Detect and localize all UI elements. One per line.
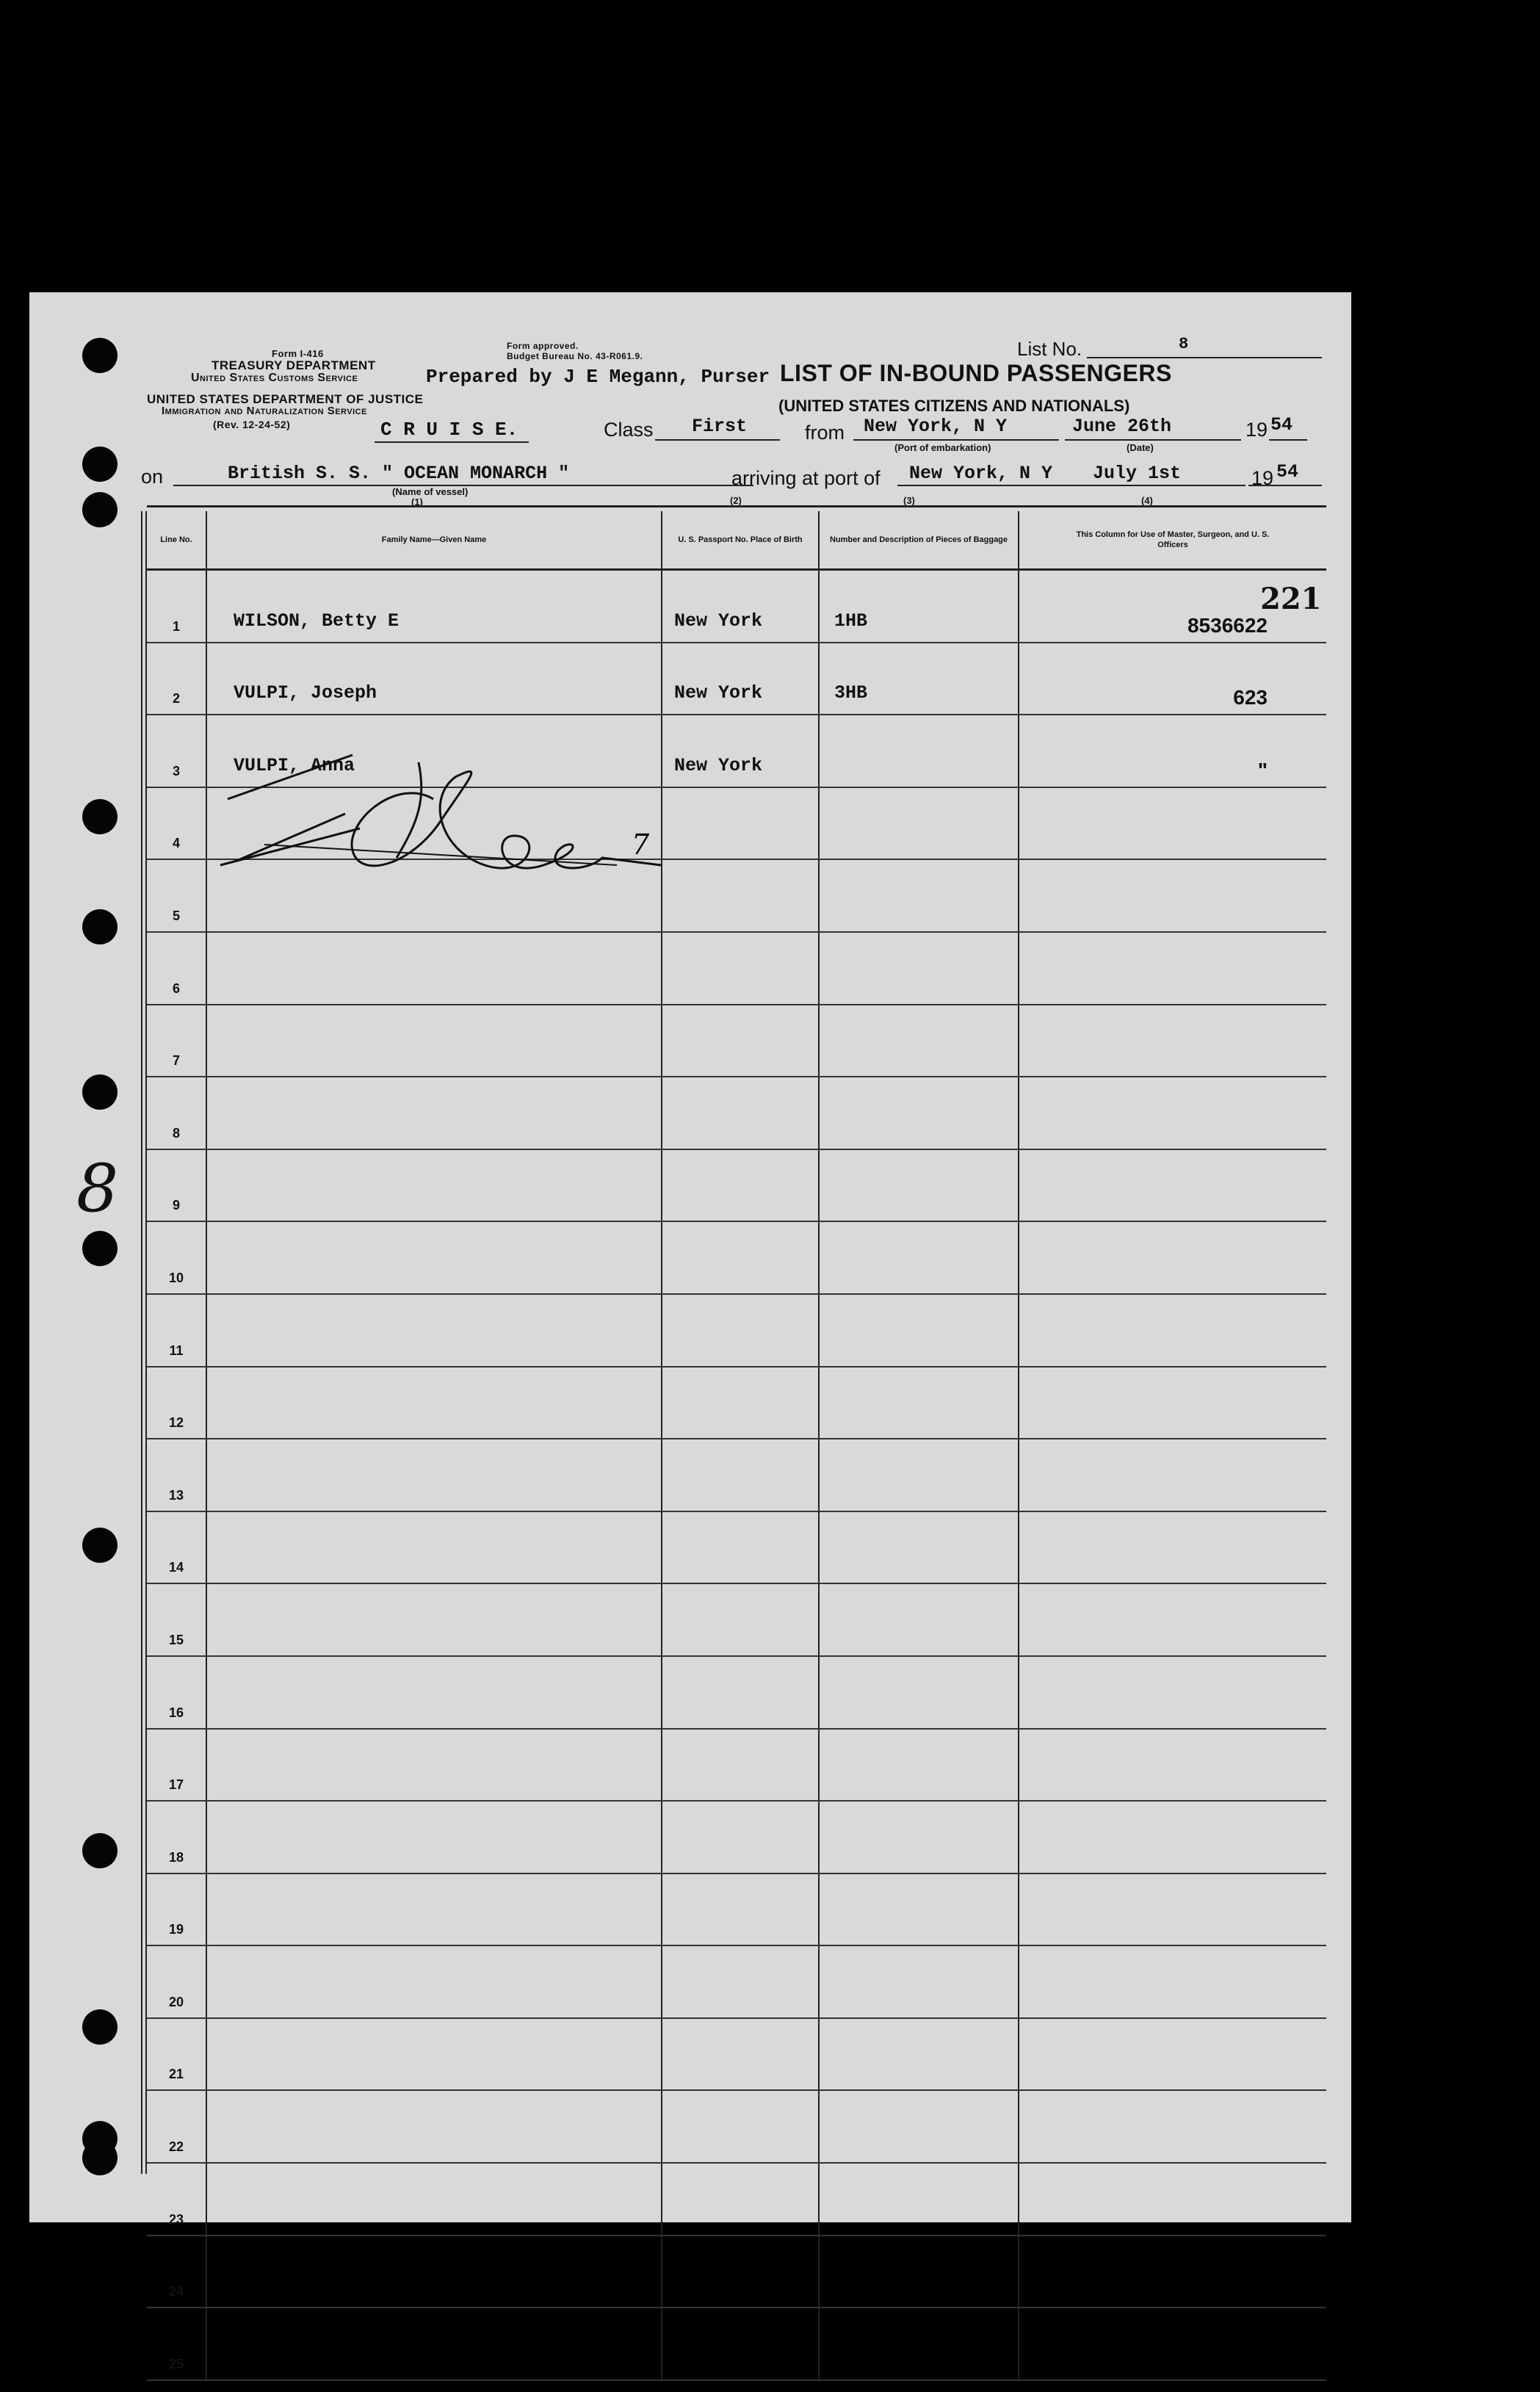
table-row [147,1294,1326,1367]
birthplace: New York [674,610,763,632]
year-line-2 [1248,485,1322,486]
punch-hole [82,2121,118,2156]
form-approved: Form approved. [507,341,579,351]
baggage-cell [819,1729,1019,1802]
table-row [147,2163,1326,2236]
passenger-name-cell [206,1583,662,1656]
year-prefix-1: 19 [1246,419,1268,441]
class-value: First [692,416,748,437]
birthplace-cell [662,1801,819,1874]
baggage-cell [819,715,1019,787]
table-row [147,1511,1326,1584]
class-line [655,439,780,441]
officer-cell [1019,643,1326,715]
passenger-name-cell [206,1221,662,1294]
on-label: on [141,466,164,488]
line-number: 20 [147,1945,206,2018]
baggage: 1HB [834,610,868,632]
line-number: 1 [147,570,206,643]
passenger-list-form [29,292,1351,2371]
passenger-name: VULPI, Joseph [234,682,377,704]
officer-cell [1019,1656,1326,1729]
form-number: Form I-416 [272,348,324,359]
passenger-name-cell [206,1656,662,1729]
punch-hole [82,909,118,944]
arriving-label: arriving at port of [731,467,881,489]
col-num-3: (3) [903,495,915,506]
line-number: 11 [147,1294,206,1367]
table-row [147,1221,1326,1294]
birthplace-cell [662,1511,819,1584]
immigration-service: Immigration and Naturalization Service [162,405,367,417]
officer-cell [1019,787,1326,860]
officer-cell [1019,1511,1326,1584]
year-line-1 [1269,439,1307,441]
officer-cell [1019,859,1326,932]
table-row [147,1005,1326,1077]
table-row [147,1656,1326,1729]
baggage-cell [819,2236,1019,2308]
passenger-name-cell [206,1801,662,1874]
date-label: (Date) [1127,442,1154,453]
birthplace-cell [662,1005,819,1077]
line-number: 15 [147,1583,206,1656]
officer-cell [1019,1729,1326,1802]
officer-cell [1019,2308,1326,2380]
line-number: 6 [147,932,206,1005]
baggage-cell [819,1583,1019,1656]
from-label: from [805,422,845,444]
year-value-2: 54 [1276,461,1299,483]
birthplace-cell [662,1439,819,1511]
passenger-name-cell [206,2308,662,2380]
signature-time: 7 [632,828,650,861]
birthplace-cell [662,932,819,1005]
line-number: 14 [147,1511,206,1584]
passenger-name: WILSON, Betty E [234,610,400,632]
table-row [147,1945,1326,2018]
passenger-name-cell [206,932,662,1005]
line-number: 19 [147,1874,206,1946]
officer-cell [1019,1149,1326,1222]
vessel-col-num: (1) [411,496,423,507]
passenger-name-cell [206,1439,662,1511]
port-embark-label: (Port of embarkation) [894,442,991,453]
passenger-name-cell [206,1149,662,1222]
birthplace-cell [662,1874,819,1946]
table-row [147,1583,1326,1656]
table-row [147,1149,1326,1222]
form-revision: (Rev. 12-24-52) [213,419,291,430]
treasury-department: TREASURY DEPARTMENT [212,358,376,372]
baggage-cell [819,2308,1019,2380]
line-number: 5 [147,859,206,932]
baggage-cell [819,1221,1019,1294]
passenger-name-cell [206,2018,662,2091]
list-no-label: List No. [1017,338,1082,360]
punch-hole [82,1833,118,1868]
name-header: Family Name—Given Name [206,511,662,570]
arrival-line [897,485,1246,486]
baggage-header: Number and Description of Pieces of Baggage [819,511,1019,570]
line-number: 3 [147,715,206,787]
line-number: 24 [147,2236,206,2308]
baggage-cell [819,2018,1019,2091]
passenger-name-cell [206,2090,662,2163]
passport-header: U. S. Passport No. Place of Birth [662,511,819,570]
passenger-name-cell [206,2163,662,2236]
table-header-row [147,511,1326,570]
line-number: 25 [147,2308,206,2380]
punch-hole [82,338,118,373]
header-rule [147,505,1326,507]
punch-hole [82,492,118,527]
birthplace-cell [662,2236,819,2308]
list-no-line [1087,357,1322,358]
officer-cell [1019,1583,1326,1656]
prepared-by: Prepared by J E Megann, Purser [426,366,770,388]
baggage-cell [819,1656,1019,1729]
baggage-cell [819,1511,1019,1584]
officer-note: 8536622 [1187,613,1268,637]
officer-cell [1019,1874,1326,1946]
officer-cell [1019,1439,1326,1511]
passenger-name-cell [206,1729,662,1802]
birthplace-cell [662,1656,819,1729]
dept-justice: UNITED STATES DEPARTMENT OF JUSTICE [147,392,424,406]
table-row [147,1367,1326,1439]
baggage-cell [819,1149,1019,1222]
passenger-name-cell [206,2236,662,2308]
baggage-cell [819,1294,1019,1367]
birthplace-cell [662,1077,819,1149]
arrival-date: July 1st [1093,463,1182,484]
officers-header: This Column for Use of Master, Surgeon, and U. S. Officers [1019,511,1326,570]
table-row [147,2236,1326,2308]
table-row [147,1801,1326,1874]
line-number: 12 [147,1367,206,1439]
officer-cell [1019,1801,1326,1874]
table-row [147,570,1326,643]
vessel-label: (Name of vessel) [392,486,469,497]
handwritten-total: 221 [1260,582,1322,616]
passenger-name-cell [206,1005,662,1077]
officer-cell [1019,1005,1326,1077]
col-num-4: (4) [1141,495,1153,506]
date-line [1065,439,1241,441]
passenger-name-cell [206,1367,662,1439]
year-value-1: 54 [1270,414,1293,436]
citizens-subtitle: (UNITED STATES CITIZENS AND NATIONALS) [778,397,1130,415]
table-row [147,1874,1326,1946]
birthplace-cell [662,1367,819,1439]
line-number: 17 [147,1729,206,1802]
table-row [147,1439,1326,1511]
punch-hole [82,799,118,834]
baggage-cell [819,2090,1019,2163]
class-label: Class [604,419,654,441]
from-value: New York, N Y [864,416,1008,437]
arrival-port: New York, N Y [909,463,1053,484]
baggage-cell [819,1874,1019,1946]
line-number: 13 [147,1439,206,1511]
birthplace-cell [662,1945,819,2018]
line-no-header: Line No. [147,511,206,570]
line-number: 23 [147,2163,206,2236]
baggage-cell [819,2163,1019,2236]
table-row [147,2308,1326,2380]
birthplace-cell [662,1294,819,1367]
officer-cell [1019,715,1326,787]
officer-cell [1019,1367,1326,1439]
passenger-name-cell [206,1294,662,1367]
birthplace-cell [662,570,819,643]
table-row [147,2018,1326,2091]
table-row [147,1077,1326,1149]
birthplace-cell [662,1729,819,1802]
baggage-cell [819,643,1019,715]
baggage-cell [819,1945,1019,2018]
passenger-name: VULPI, Anna [234,754,355,776]
line-number: 16 [147,1656,206,1729]
birthplace: New York [674,682,763,704]
baggage-cell [819,1801,1019,1874]
line-number: 21 [147,2018,206,2091]
cruise-label: C R U I S E. [380,419,518,441]
baggage-cell [819,932,1019,1005]
year-prefix-2: 19 [1251,467,1274,489]
birthplace-cell [662,2018,819,2091]
table-row [147,2090,1326,2163]
birthplace-cell [662,1221,819,1294]
baggage-cell [819,787,1019,860]
baggage-cell [819,1005,1019,1077]
col-num-2: (2) [730,495,742,506]
cruise-underline [375,441,529,443]
passenger-name-cell [206,570,662,643]
officer-cell [1019,2018,1326,2091]
officer-note: 623 [1233,686,1268,709]
birthplace-cell [662,1583,819,1656]
line-number: 4 [147,787,206,860]
budget-bureau: Budget Bureau No. 43-R061.9. [507,351,643,361]
line-number: 2 [147,643,206,715]
baggage-cell [819,570,1019,643]
table-left-border [141,511,147,2174]
handwritten-margin-number: 8 [76,1150,119,1227]
officer-note: " [1257,758,1268,781]
from-line [853,439,1059,441]
punch-hole [82,1528,118,1563]
line-number: 9 [147,1149,206,1222]
baggage-cell [819,1077,1019,1149]
punch-hole [82,1231,118,1266]
officer-cell [1019,1294,1326,1367]
date-value: June 26th [1072,416,1172,437]
birthplace-cell [662,1149,819,1222]
officer-cell [1019,1077,1326,1149]
punch-hole [82,447,118,482]
line-number: 7 [147,1005,206,1077]
birthplace-cell [662,2308,819,2380]
baggage: 3HB [834,682,868,704]
officer-cell [1019,2236,1326,2308]
list-no-value: 8 [1179,335,1189,353]
officer-cell [1019,1945,1326,2018]
birthplace: New York [674,754,763,776]
line-number: 8 [147,1077,206,1149]
line-number: 22 [147,2090,206,2163]
passenger-name-cell [206,1511,662,1584]
baggage-cell [819,1367,1019,1439]
officer-cell [1019,2090,1326,2163]
line-number: 10 [147,1221,206,1294]
vessel-value: British S. S. " OCEAN MONARCH " [228,463,570,484]
table-row [147,1729,1326,1802]
passenger-name-cell [206,1874,662,1946]
birthplace-cell [662,2163,819,2236]
punch-hole [82,1074,118,1110]
inspector-signature [176,689,705,880]
birthplace-cell [662,2090,819,2163]
baggage-cell [819,859,1019,932]
passenger-name-cell [206,1077,662,1149]
officer-cell [1019,2163,1326,2236]
line-number: 18 [147,1801,206,1874]
table-row [147,932,1326,1005]
passenger-name-cell [206,1945,662,2018]
baggage-cell [819,1439,1019,1511]
punch-hole [82,2009,118,2045]
form-title: LIST OF IN-BOUND PASSENGERS [780,360,1172,386]
customs-service: United States Customs Service [191,372,358,384]
officer-cell [1019,1221,1326,1294]
officer-cell [1019,932,1326,1005]
